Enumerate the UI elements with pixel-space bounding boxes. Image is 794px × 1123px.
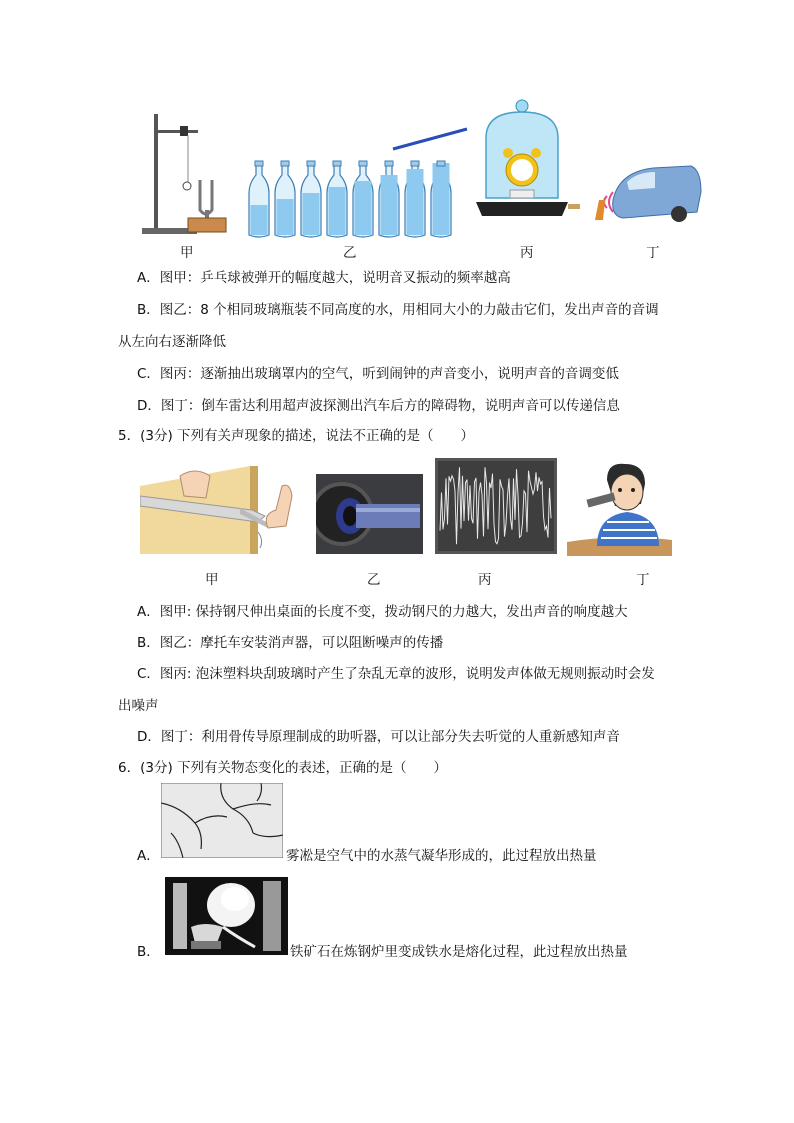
bottle-neck [307,161,315,166]
bottle-water [407,169,424,235]
q5-option-d: D．图丁：利用骨传导原理制成的助听器，可以让部分失去听觉的人重新感知声音 [137,729,620,745]
q5-caption-bing: 丙 [478,572,492,588]
q6-figure-b [165,877,288,955]
q6-figure-a [161,783,283,858]
q5-option-b: B．图乙：摩托车安装消声器，可以阻断噪声的传播 [137,635,444,651]
q6-stem: 6．(3分) 下列有关物态变化的表述，正确的是（ ） [118,760,448,776]
q5-option-a: A．图甲: 保持钢尺伸出桌面的长度不变，拨动钢尺的力越大，发出声音的响度越大 [137,604,628,620]
q6-option-b-text: 铁矿石在炼钢炉里变成铁水是熔化过程，此过程放出热量 [290,944,628,960]
q5-stem: 5．(3分) 下列有关声现象的描述，说法不正确的是（ ） [118,428,475,444]
q4-option-b: B．图乙：8 个相同玻璃瓶装不同高度的水，用相同大小的力敲击它们，发出声音的音调 [137,302,659,318]
q4-caption-jia: 甲 [180,245,194,261]
q6-option-a-text: 雾凇是空气中的水蒸气凝华形成的，此过程放出热量 [286,848,597,864]
q4-caption-bing: 丙 [520,245,534,261]
bottle-neck [255,161,263,166]
bottle-neck [333,161,341,166]
bottle-water [251,205,268,235]
q4-figure-yi [245,125,475,240]
bottle-water [433,163,450,235]
bottle-neck [385,161,393,166]
q4-caption-ding: 丁 [646,245,660,261]
q4-option-b-cont: 从左向右逐渐降低 [118,334,226,350]
q4-option-a: A．图甲：乒乓球被弹开的幅度越大，说明音叉振动的频率越高 [137,270,511,286]
q5-option-c-cont: 出噪声 [118,698,159,714]
q5-caption-jia: 甲 [205,572,219,588]
q4-figure-jia [140,110,232,240]
bottle-water [277,199,294,235]
bottle-neck [437,161,445,166]
q4-option-c: C．图丙：逐渐抽出玻璃罩内的空气，听到闹钟的声音变小，说明声音的音调变低 [137,366,619,382]
bottle-neck [359,161,367,166]
bottle-neck [411,161,419,166]
q5-caption-ding: 丁 [636,572,650,588]
q4-option-d: D．图丁：倒车雷达利用超声波探测出汽车后方的障碍物，说明声音可以传递信息 [137,398,620,414]
q4-figure-bing [470,98,580,230]
q5-option-c: C．图丙: 泡沫塑料块刮玻璃时产生了杂乱无章的波形，说明发声体做无规则振动时会发 [137,666,655,682]
q4-caption-yi: 乙 [343,245,357,261]
bottle-water [381,175,398,235]
q4-figure-ding [593,162,703,228]
q5-figure-ding [567,460,672,556]
bottle-neck [281,161,289,166]
bottle-water [355,181,372,235]
bottle-water [303,193,320,235]
q5-caption-yi: 乙 [367,572,381,588]
q5-figure-bing [435,458,557,554]
q6-option-b-letter: B． [137,944,160,960]
q6-option-a-letter: A． [137,848,160,864]
bottle-water [329,187,346,235]
q5-figure-jia [140,466,305,554]
q5-figure-yi [316,474,423,554]
